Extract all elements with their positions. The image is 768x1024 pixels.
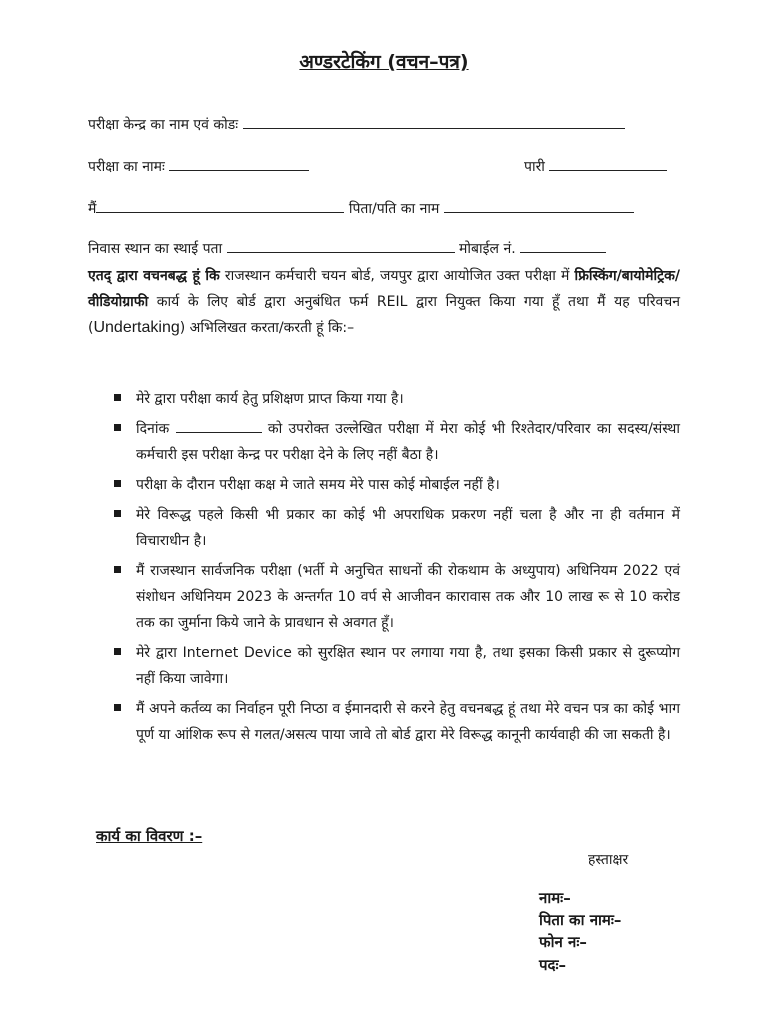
date-field[interactable] [176, 420, 262, 433]
bullet-square-icon [114, 648, 121, 655]
centre-row [88, 114, 680, 134]
bullet-square-icon [114, 704, 121, 711]
shift-field[interactable] [549, 156, 667, 171]
father-label: पिता/पति का नाम [348, 201, 440, 217]
intro-english: Undertaking [93, 319, 180, 336]
me-row [88, 198, 680, 218]
info-father-label: पिता का नामः– [539, 911, 622, 929]
list-item: मेरे द्वारा Internet Device को सुरक्षित स्थान पर लगाया गया है, तथा इसका किसी प्रकार से दुरूप्योग नहीं किया जावेगा। [110, 640, 680, 692]
list-item: मेरे द्वारा परीक्षा कार्य हेतु प्रशिक्षण प्राप्त किया गया है। [110, 386, 680, 412]
me-label: मैं [88, 201, 97, 217]
list-item: मेरे विरूद्ध पहले किसी भी प्रकार का कोई भी अपराधिक प्रकरण नहीं चला है और ना ही वर्तमान में विचाराधीन है। [110, 502, 680, 554]
bullet-square-icon [114, 566, 121, 573]
address-field[interactable] [227, 238, 455, 253]
intro-text-3: ) अभिलिखत करता/करती हूं कि:– [179, 320, 355, 336]
info-phone-label: फोन नः– [539, 933, 587, 951]
centre-field[interactable] [243, 114, 625, 129]
bullet-square-icon [114, 480, 121, 487]
undertaking-list [110, 386, 680, 752]
bullet-square-icon [114, 424, 121, 431]
list-item: मैं राजस्थान सार्वजनिक परीक्षा (भर्ती मे अनुचित साधनों की रोकथाम के अध्युपाय) अधिनियम 2022 एवं संशोधन अधिनियम 2023 के अन्तर्गत 10 वर्प से आजीवन कारावास तक और 10 लाख रू से 10 करोड तक का जुर्माना किये जाने के प्रावधान से अवगत हूँ। [110, 558, 680, 636]
centre-label: परीक्षा केन्द्र का नाम एवं कोडः [88, 117, 239, 133]
intro-paragraph [88, 263, 680, 341]
intro-bold-2: फ्रिस्किंग/बायोमेट्रिक/वीडियोग्राफी [88, 268, 680, 310]
info-name-label: नामः– [539, 889, 571, 907]
list-item: दिनांक को उपरोक्त उल्लेखित परीक्षा में मेरा कोई भी रिश्तेदार/परिवार का सदस्य/संस्था कर्मचारी इस परीक्षा केन्द्र पर परीक्षा देने के लिए नहीं बैठा है। [110, 416, 680, 468]
intro-text-1: राजस्थान कर्मचारी चयन बोर्ड, जयपुर द्वारा आयोजित उक्त परीक्षा में [219, 268, 575, 284]
exam-label: परीक्षा का नामः [88, 159, 165, 175]
work-details-heading: कार्य का विवरण :– [96, 827, 203, 845]
mobile-label: मोबाईल नं. [459, 241, 516, 257]
list-item: मैं अपने कर्तव्य का निर्वाहन पूरी निप्ठा व ईमानदारी से करने हेतु वचनबद्ध हूं तथा मेरे वचन पत्र का कोई भाग पूर्ण या आंशिक रूप से गलत/असत्य पाया जावे तो बोर्ड द्वारा मेरे विरूद्ध कानूनी कार्यवाही की जा सकती है। [110, 696, 680, 748]
me-field[interactable] [96, 198, 344, 213]
shift-label: पारी [524, 159, 545, 175]
list-item: परीक्षा के दौरान परीक्षा कक्ष मे जाते समय मेरे पास कोई मोबाईल नहीं है। [110, 472, 680, 498]
address-row [88, 238, 680, 258]
shift-row [524, 156, 667, 176]
page-title: अण्डरटेकिंग (वचन–पत्र) [299, 51, 469, 73]
address-label: निवास स्थान का स्थाई पता [88, 241, 223, 257]
intro-bold-1: एतद् द्वारा वचनबद्ध हूं कि [88, 268, 220, 284]
bullet-square-icon [114, 510, 121, 517]
mobile-field[interactable] [520, 238, 606, 253]
info-post-label: पदः– [539, 956, 567, 974]
signature-label: हस्ताक्षर [588, 852, 629, 868]
intro-text-2: कार्य के लिए बोर्ड द्वारा अनुबंधित फर्म REIL द्वारा नियुक्त किया गया हूँ तथा मैं यह परिवचन ( [88, 294, 680, 336]
exam-field[interactable] [169, 156, 309, 171]
bullet-square-icon [114, 394, 121, 401]
father-field[interactable] [444, 198, 634, 213]
